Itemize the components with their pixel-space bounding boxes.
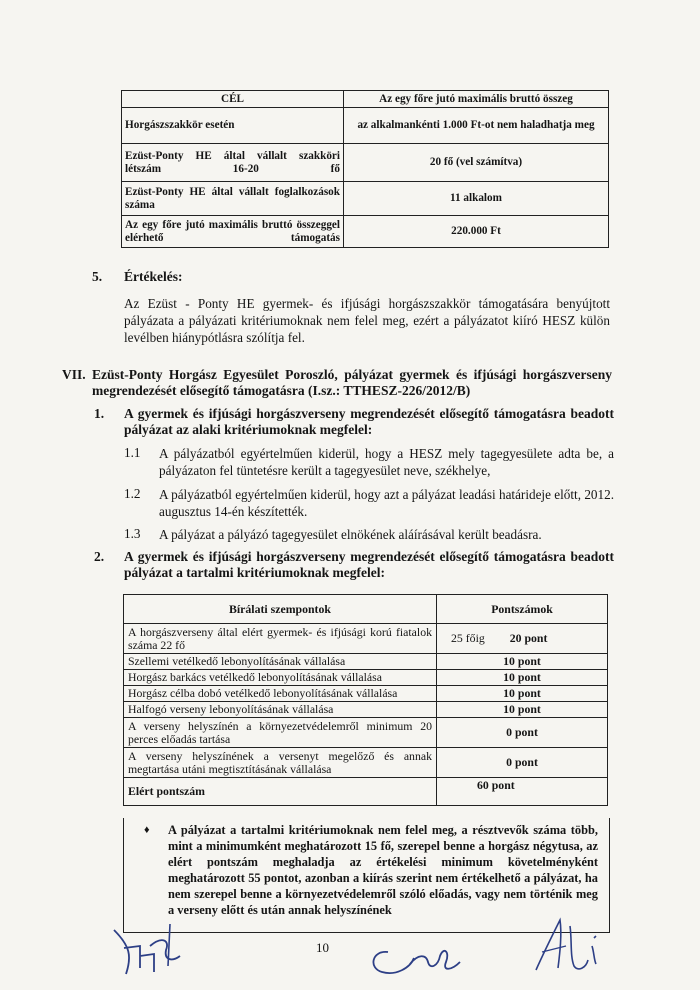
goal-header-left: CÉL	[122, 91, 344, 108]
item1-title: A gyermek és ifjúsági horgászverseny megrendezését elősegítő támogatásra beadott pályázat az alaki kritériumoknak megfelel:	[124, 406, 614, 437]
item2-title: A gyermek és ifjúsági horgászverseny megrendezését elősegítő támogatásra beadott pályázat a tartalmi kritériumoknak megfelel:	[124, 549, 614, 580]
sub-number: 1.3	[124, 526, 141, 541]
score-header-right: Pontszámok	[437, 595, 608, 624]
section7-number: VII.	[62, 367, 86, 382]
score-row-points: 20 pont	[509, 631, 548, 645]
goal-row-label: Az egy főre jutó maximális bruttó összeggel elérhető támogatás	[122, 216, 344, 248]
score-row-label: A verseny helyszínének a versenyt megelőző és annak megtartása utáni megtisztításának vállalása	[124, 748, 437, 778]
page-number: 10	[316, 940, 329, 955]
score-row-value: 10 pont	[437, 686, 608, 702]
score-row	[124, 748, 608, 778]
signature-left-icon	[110, 916, 194, 978]
item2-number: 2.	[94, 549, 105, 564]
goal-row-value: 20 fő (vel számítva)	[344, 144, 609, 182]
score-table-header	[124, 595, 608, 624]
section5-number: 5.	[92, 269, 103, 284]
sub-text: A pályázatból egyértelműen kiderül, hogy a HESZ mely tagegyesülete adta be, a pályázaton fel tüntetésre került a tagegyesület neve, székhelye,	[159, 446, 614, 478]
goal-row	[122, 182, 609, 216]
bullet-text: A pályázat a tartalmi kritériumoknak nem felel meg, a résztvevők száma több, mint a minimumként meghatározott 15 fő, szerepel benne a horgász négytusa, az elért pontszám meghaladja az értékelési minimum követelményként meghatározott 55 pontot, azonban a kiírás szerint nem értékelhető a pályázat, ha nem szerepel benne a környezetvédelemről szóló előadás, vagy nem történik meg a verseny előtt és után annak helyszínének	[168, 823, 598, 917]
score-total-value: 60 pont	[437, 778, 608, 806]
score-row	[124, 670, 608, 686]
goal-row-label: Horgászszakkör esetén	[122, 108, 344, 144]
score-total-row	[124, 778, 608, 806]
score-row-label: Horgász barkács vetélkedő lebonyolításának vállalása	[124, 670, 437, 686]
section5-title: Értékelés:	[124, 269, 183, 284]
sub-text: A pályázat a pályázó tagegyesület elnökének aláírásával került beadásra.	[159, 527, 542, 542]
signature-right-icon	[530, 912, 606, 978]
goal-row-value: 11 alkalom	[344, 182, 609, 216]
goal-row-value: az alkalmankénti 1.000 Ft-ot nem haladhatja meg	[344, 108, 609, 144]
score-row-value: 10 pont	[437, 702, 608, 718]
score-header-left: Bírálati szempontok	[124, 595, 437, 624]
sub-number: 1.2	[124, 486, 141, 501]
score-row-label: A verseny helyszínén a környezetvédelemről minimum 20 perces előadás tartása	[124, 718, 437, 748]
goal-table	[121, 90, 609, 248]
score-row-value: 0 pont	[437, 748, 608, 778]
score-row-label: Horgász célba dobó vetélkedő lebonyolításának vállalása	[124, 686, 437, 702]
score-table	[123, 594, 608, 806]
score-row	[124, 702, 608, 718]
score-row	[124, 686, 608, 702]
item1-number: 1.	[94, 406, 105, 421]
score-row-prefix: 25 főig	[451, 631, 485, 645]
goal-row	[122, 144, 609, 182]
goal-header-right: Az egy főre jutó maximális bruttó összeg	[344, 91, 609, 108]
score-row-value: 0 pont	[437, 718, 608, 748]
section7-title: Ezüst-Ponty Horgász Egyesület Poroszló, pályázat gyermek és ifjúsági horgászverseny megrendezését elősegítő támogatásra (I.sz.: TTHESZ-226/2012/B)	[92, 367, 612, 398]
goal-row-value: 220.000 Ft	[344, 216, 609, 248]
signature-middle-icon	[366, 932, 466, 980]
goal-row-label: Ezüst-Ponty HE által vállalt foglalkozások száma	[122, 182, 344, 216]
goal-row-label: Ezüst-Ponty HE által vállalt szakköri létszám 16-20 fő	[122, 144, 344, 182]
score-row-value: 10 pont	[437, 670, 608, 686]
sub-text: A pályázatból egyértelműen kiderül, hogy azt a pályázat leadási határideje előtt, 2012. augusztus 14-én készítették.	[159, 487, 614, 519]
score-row-label: Szellemi vetélkedő lebonyolításának vállalása	[124, 654, 437, 670]
score-row-label: Halfogó verseny lebonyolításának vállalása	[124, 702, 437, 718]
score-row	[124, 718, 608, 748]
diamond-bullet-icon: ♦	[144, 824, 150, 836]
score-total-label: Elért pontszám	[124, 778, 437, 806]
score-row-label: A horgászverseny által elért gyermek- és ifjúsági korú fiatalok száma 22 fő	[124, 624, 437, 654]
goal-table-header	[122, 91, 609, 108]
goal-row	[122, 108, 609, 144]
section5-text: Az Ezüst - Ponty HE gyermek- és ifjúsági horgászszakkör támogatására benyújtott pályázata a pályázati kritériumoknak nem felel meg, ezért a pályázatot kiíró HESZ külön levélben hiánypótlásra szólítja fel.	[124, 296, 610, 345]
sub-number: 1.1	[124, 445, 141, 460]
goal-row	[122, 216, 609, 248]
score-row	[124, 624, 608, 654]
score-row-value	[437, 624, 608, 654]
score-row	[124, 654, 608, 670]
score-row-value: 10 pont	[437, 654, 608, 670]
